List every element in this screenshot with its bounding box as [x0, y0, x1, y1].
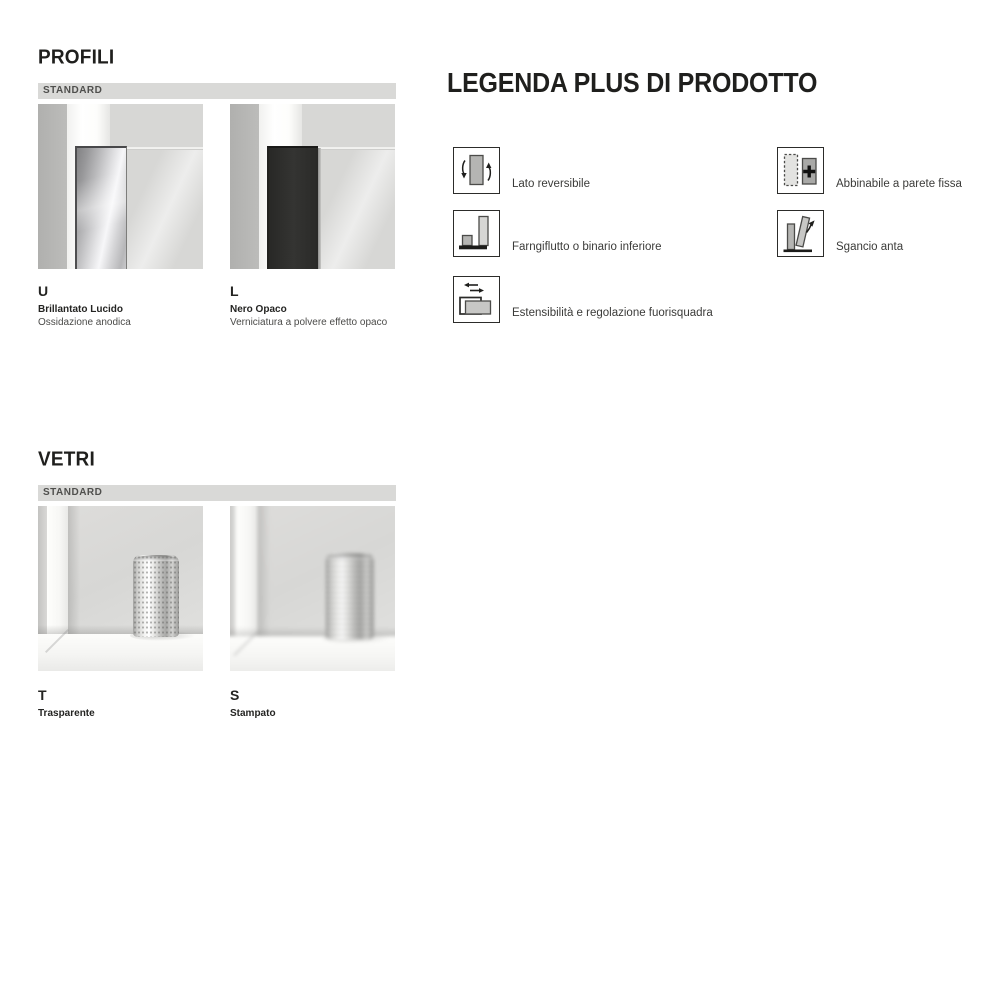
vetri-band-label: STANDARD — [43, 487, 103, 498]
vetri-swatches — [38, 506, 396, 671]
legend-item-parete-fissa — [777, 147, 962, 194]
legend-label: Estensibilità e regolazione fuorisquadra — [512, 307, 713, 319]
legend-icon-box — [453, 276, 500, 323]
profili-swatches — [38, 104, 396, 269]
profili-title: PROFILI — [38, 46, 115, 69]
caption-desc: Verniciatura a polvere effetto opaco — [230, 317, 388, 328]
legend-icon-box — [777, 147, 824, 194]
glass-swatch-t-image — [38, 506, 203, 671]
caption-code: T — [38, 687, 47, 703]
legend-label: Farngiflutto o binario inferiore — [512, 241, 662, 253]
caption-t — [38, 687, 203, 719]
jamb-shadow — [68, 506, 80, 634]
glass-t-scene — [38, 506, 203, 671]
caption-name: Trasparente — [38, 708, 95, 719]
door-release-icon — [778, 211, 823, 256]
black-profile-bar — [267, 146, 318, 269]
frame-jamb — [47, 506, 68, 634]
legend-icon-box — [453, 210, 500, 257]
legend-item-lato-reversibile — [453, 147, 590, 194]
perforated-canister — [133, 555, 179, 637]
caption-l — [230, 283, 395, 328]
glass-s-scene — [230, 506, 395, 671]
legend-label: Lato reversibile — [512, 178, 590, 190]
chrome-profile-bar — [75, 146, 127, 269]
caption-code: S — [230, 687, 240, 703]
jamb-shadow — [257, 506, 270, 636]
perforated-canister — [326, 553, 374, 639]
bottom-rail-icon — [454, 211, 499, 256]
caption-code: U — [38, 283, 49, 299]
profili-section — [38, 48, 396, 328]
profili-standard-band — [38, 83, 396, 99]
legend-item-binario-inferiore — [453, 210, 662, 257]
vetri-title: VETRI — [38, 448, 95, 471]
legend-icon-box — [777, 210, 824, 257]
out-of-square-adjust-icon — [454, 277, 499, 322]
profile-u-scene — [38, 104, 203, 269]
caption-u — [38, 283, 203, 328]
fixed-wall-icon — [778, 148, 823, 193]
wall-left — [38, 104, 67, 269]
caption-desc: Ossidazione anodica — [38, 317, 131, 328]
profili-band-label: STANDARD — [43, 85, 103, 96]
wall-left — [230, 104, 259, 269]
profile-swatch-l-image — [230, 104, 395, 269]
caption-name: Stampato — [230, 708, 276, 719]
profile-swatch-u-image — [38, 104, 203, 269]
profile-l-scene — [230, 104, 395, 269]
caption-name: Nero Opaco — [230, 304, 287, 315]
vetri-section — [38, 450, 396, 719]
vetri-captions — [38, 687, 396, 719]
frame-jamb — [235, 506, 257, 636]
reversible-side-icon — [454, 148, 499, 193]
caption-name: Brillantato Lucido — [38, 304, 123, 315]
legend-label: Abbinabile a parete fissa — [836, 178, 962, 190]
legend-item-sgancio-anta — [777, 210, 903, 257]
legend-title: LEGENDA PLUS DI PRODOTTO — [447, 68, 818, 99]
glass-swatch-s-image — [230, 506, 395, 671]
legend-label: Sgancio anta — [836, 241, 904, 253]
caption-s — [230, 687, 395, 719]
legend-item-estensibilita — [453, 276, 713, 323]
vetri-standard-band — [38, 485, 396, 501]
caption-code: L — [230, 283, 239, 299]
profili-captions — [38, 283, 396, 328]
legend-icon-box — [453, 147, 500, 194]
